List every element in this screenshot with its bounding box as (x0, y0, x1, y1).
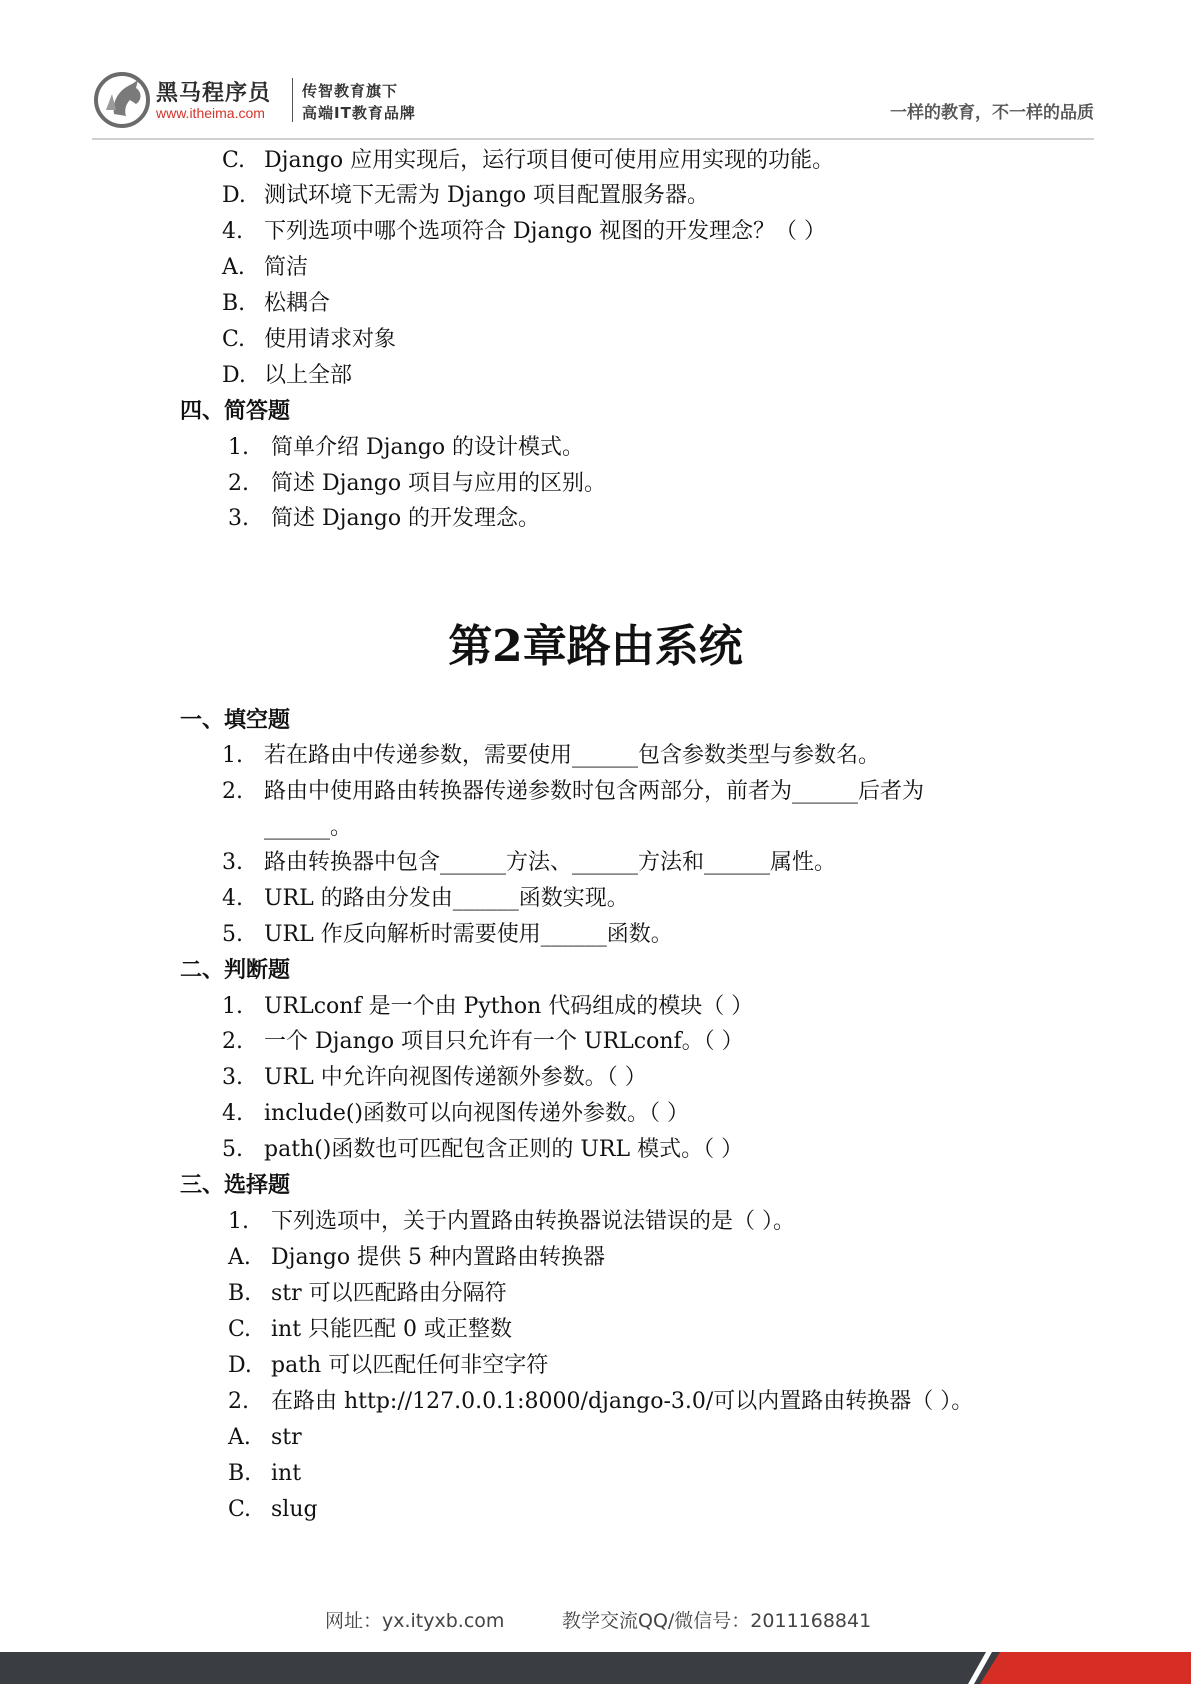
list-item: A. 简洁 (222, 255, 309, 280)
question-item: 1. 简单介绍 Django 的设计模式。 (228, 435, 585, 460)
header-divider (92, 138, 1094, 140)
question-item: 2. 简述 Django 项目与应用的区别。 (228, 471, 607, 496)
question-item: 4. include()函数可以向视图传递外参数。（ ） (222, 1101, 689, 1126)
list-item: D. 测试环境下无需为 Django 项目配置服务器。 (222, 183, 710, 208)
list-item: B. int (228, 1461, 302, 1486)
section-heading-choice: 三、选择题 (180, 1173, 291, 1198)
tagline-1: 传智教育旗下 (302, 82, 399, 100)
page-header (92, 68, 1094, 140)
question-item: 3. 路由转换器中包含______方法、______方法和______属性。 (222, 850, 837, 875)
list-item: C. Django 应用实现后，运行项目便可使用应用实现的功能。 (222, 148, 835, 173)
brand-url: www.itheima.com (156, 105, 265, 121)
question-item: 5. path()函数也可匹配包含正则的 URL 模式。（ ） (222, 1137, 744, 1162)
list-item: A. str (228, 1425, 302, 1450)
section-heading-short-answer: 四、简答题 (180, 399, 291, 424)
question-item-continued: ______。 (264, 815, 353, 840)
list-item: B. str 可以匹配路由分隔符 (228, 1281, 507, 1306)
tagline-2: 高端IT教育品牌 (302, 104, 416, 122)
footer-website: 网址：yx.ityxb.com (325, 1610, 505, 1632)
question-item: 1. 若在路由中传递参数，需要使用______包含参数类型与参数名。 (222, 743, 881, 768)
slogan: 一样的教育，不一样的品质 (890, 103, 1094, 123)
brand-divider (292, 78, 293, 122)
footer-contact: 教学交流QQ/微信号：2011168841 (562, 1610, 872, 1632)
question-item: 5. URL 作反向解析时需要使用______函数。 (222, 922, 673, 947)
chapter-title: 第2章路由系统 (448, 621, 743, 672)
question-item: 1. URLconf 是一个由 Python 代码组成的模块（ ） (222, 994, 754, 1019)
section-heading-fill-blank: 一、填空题 (180, 708, 291, 733)
question-item: 2. 一个 Django 项目只允许有一个 URLconf。（ ） (222, 1029, 744, 1054)
list-item: A. Django 提供 5 种内置路由转换器 (228, 1245, 606, 1270)
list-item: D. path 可以匹配任何非空字符 (228, 1353, 549, 1378)
footer-accent (980, 1652, 1191, 1684)
question-item: 3. URL 中允许向视图传递额外参数。（ ） (222, 1065, 647, 1090)
section-heading-true-false: 二、判断题 (180, 958, 291, 983)
list-item: C. slug (228, 1497, 318, 1522)
list-item: D. 以上全部 (222, 363, 353, 388)
list-item: B. 松耦合 (222, 291, 331, 316)
question-item: 4. 下列选项中哪个选项符合 Django 视图的开发理念？（ ） (222, 219, 827, 244)
brand-name: 黑马程序员 (156, 81, 272, 106)
question-item: 2. 在路由 http://127.0.0.1:8000/django-3.0/可以内置路由转换器（ ）。 (228, 1389, 974, 1414)
question-item: 1. 下列选项中，关于内置路由转换器说法错误的是（ ）。 (228, 1209, 795, 1234)
horse-logo-icon (92, 70, 152, 128)
question-item: 3. 简述 Django 的开发理念。 (228, 506, 541, 531)
list-item: C. int 只能匹配 0 或正整数 (228, 1317, 513, 1342)
list-item: C. 使用请求对象 (222, 327, 397, 352)
question-item: 4. URL 的路由分发由______函数实现。 (222, 886, 629, 911)
question-item: 2. 路由中使用路由转换器传递参数时包含两部分，前者为______后者为 (222, 779, 925, 804)
